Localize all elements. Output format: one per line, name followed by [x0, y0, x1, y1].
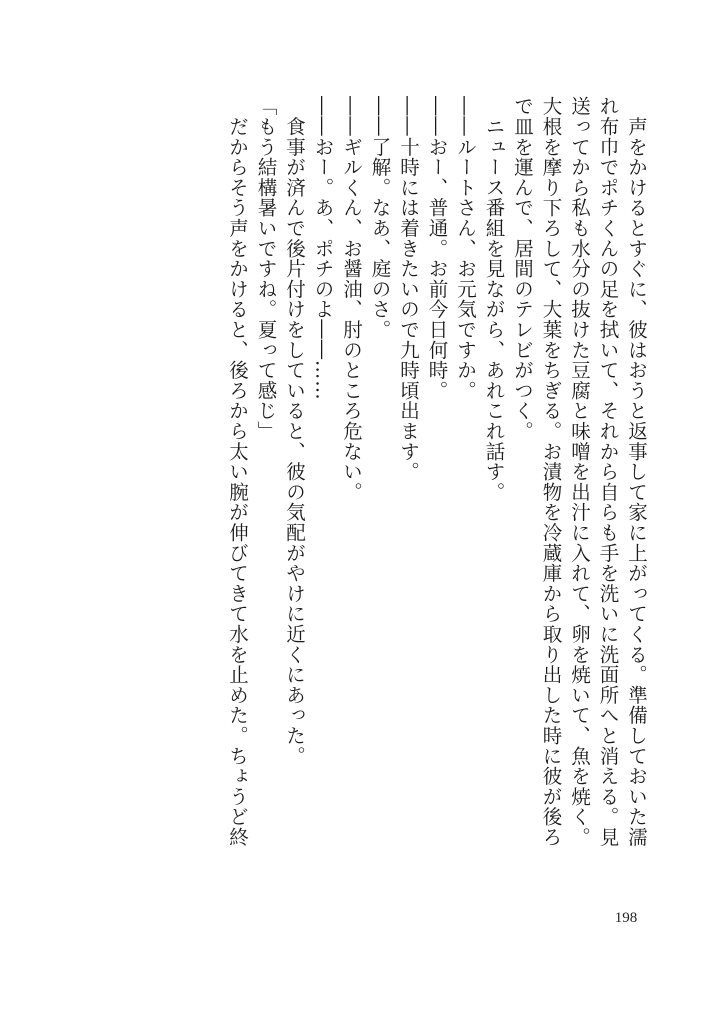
text-line: 送ってから私も水分の抜けた豆腐と味噌を出汁に入れて、卵を焼いて、魚を焼く。 — [568, 96, 591, 848]
text-line: れ布巾でポチくんの足を拭いて、それから自らも手を洗いに洗面所へと消える。見 — [596, 96, 620, 848]
dialogue-line: ――おー。あ、ポチのよ――…… — [311, 96, 335, 401]
text-line: 食事が済んで後片付けをしていると、彼の気配がやけに近くにあった。 — [283, 96, 306, 766]
text-line: 大根を摩り下ろして、大葉をちぎる。お漬物を冷蔵庫から取り出した時に彼が後ろ — [539, 96, 563, 848]
dialogue-line: ――十時には着きたいので九時頃出ます。 — [397, 96, 420, 482]
quote-line: 「もう結構暑いですね。夏って感じ」 — [254, 96, 278, 442]
text-line: 声をかけるとすぐに、彼はおうと返事して家に上がってくる。準備しておいた濡 — [625, 96, 648, 848]
dialogue-line: ――ルートさん、お元気ですか。 — [454, 96, 477, 401]
dialogue-line: ――了解。なあ、庭のさ。 — [368, 96, 392, 340]
dialogue-line: ――ギルくん、お醤油、肘のところ危ない。 — [340, 96, 363, 502]
page-number: 198 — [614, 910, 638, 926]
vertical-text-block — [110, 96, 650, 856]
text-line: で皿を運んで、居間のテレビがつく。 — [511, 96, 534, 442]
text-line: だからそう声をかけると、後ろから太い腕が伸びてきて水を止めた。ちょうど終 — [226, 96, 249, 848]
text-line: ニュース番組を見ながら、あれこれ話す。 — [482, 96, 506, 502]
dialogue-line: ――おー、普通。お前今日何時。 — [425, 96, 449, 401]
